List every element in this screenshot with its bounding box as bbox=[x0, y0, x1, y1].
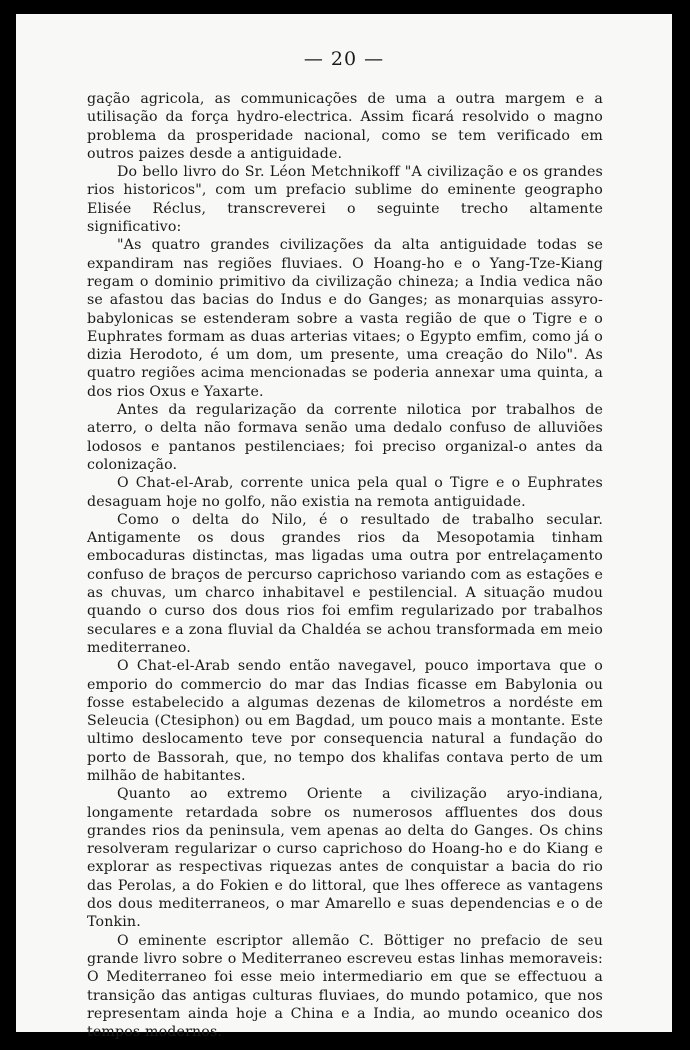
paragraph: Do bello livro do Sr. Léon Metchnikoff "A civilização e os grandes rios historicos", com um prefacio sublime do eminente geographo Elisée Réclus, transcreverei o seguinte trecho altamente significativo: bbox=[87, 164, 603, 236]
body-text bbox=[87, 90, 603, 1041]
paragraph: Como o delta do Nilo, é o resultado de trabalho secular. Antigamente os dous grandes rios da Mesopotamia tinham embocaduras distinctas, mas ligadas uma outra por entrelaçamento confuso de braços de percurso caprichoso variando com as estações e as chuvas, um charco inhabitavel e pestilencial. A situação mudou quando o curso dos dous rios foi emfim regularizado por trabalhos seculares e a zona fluvial da Chaldéa se achou transformada em meio mediterraneo. bbox=[87, 511, 603, 656]
paragraph: O Chat-el-Arab, corrente unica pela qual o Tigre e o Euphrates desaguam hoje no golfo, não existia na remota antiguidade. bbox=[87, 475, 603, 510]
paragraph: Quanto ao extremo Oriente a civilização aryo-indiana, longamente retardada sobre os numerosos affluentes dos dous grandes rios da peninsula, vem apenas ao delta do Ganges. Os chins resolveram regularizar o curso caprichoso do Hoang-ho e do Kiang e explorar as respectivas riquezas antes de conquistar a bacia do rio das Perolas, a do Fokien e do littoral, que lhes offerece as vantagens dos dous mediterraneos, o mar Amarello e suas dependencias e o de Tonkin. bbox=[87, 786, 603, 931]
page-number: — 20 — bbox=[303, 48, 385, 70]
paragraph: O eminente escriptor allemão C. Böttiger no prefacio de seu grande livro sobre o Mediterraneo escreveu estas linhas memoraveis: O Mediterraneo foi esse meio intermediario em que se effectuou a transição das antigas culturas fluviaes, do mundo potamico, que nos representam ainda hoje a China e a India, ao mundo oceanico dos tempos modernos. bbox=[87, 932, 603, 1041]
paragraph: gação agricola, as communicações de uma a outra margem e a utilisação da força hydro-electrica. Assim ficará resolvido o magno problema da prosperidade nacional, como se tem verificado em outros paizes desde a antiguidade. bbox=[87, 91, 603, 162]
paragraph: "As quatro grandes civilizações da alta antiguidade todas se expandiram nas regiões fluviaes. O Hoang-ho e o Yang-Tze-Kiang regam o dominio primitivo da civilização chineza; a India vedica não se afastou das bacias do Indus e do Ganges; as monarquias assyro-babylonicas se estenderam sobre a vasta região de que o Tigre e o Euphrates formam as duas arterias vitaes; o Egypto emfim, como já o dizia Herodoto, é um dom, um presente, uma creação do Nilo". As quatro regiões acima mencionadas se poderia annexar uma quinta, a dos rios Oxus e Yaxarte. bbox=[87, 237, 603, 400]
paragraph: Antes da regularização da corrente nilotica por trabalhos de aterro, o delta não formava senão uma dedalo confuso de alluviões lodosos e pantanos pestilenciaes; foi preciso organizal-o antes da colonização. bbox=[87, 402, 603, 473]
paragraph: O Chat-el-Arab sendo então navegavel, pouco importava que o emporio do commercio do mar das Indias ficasse em Babylonia ou fosse estabelecido a algumas dezenas de kilometros a nordéste em Seleucia (Ctesiphon) ou em Bagdad, um pouco mais a montante. Este ultimo deslocamento teve por consequencia natural a fundação do porto de Bassorah, que, no tempo dos khalifas contava perto de um milhão de habitantes. bbox=[87, 658, 603, 784]
book-page bbox=[16, 14, 672, 1041]
